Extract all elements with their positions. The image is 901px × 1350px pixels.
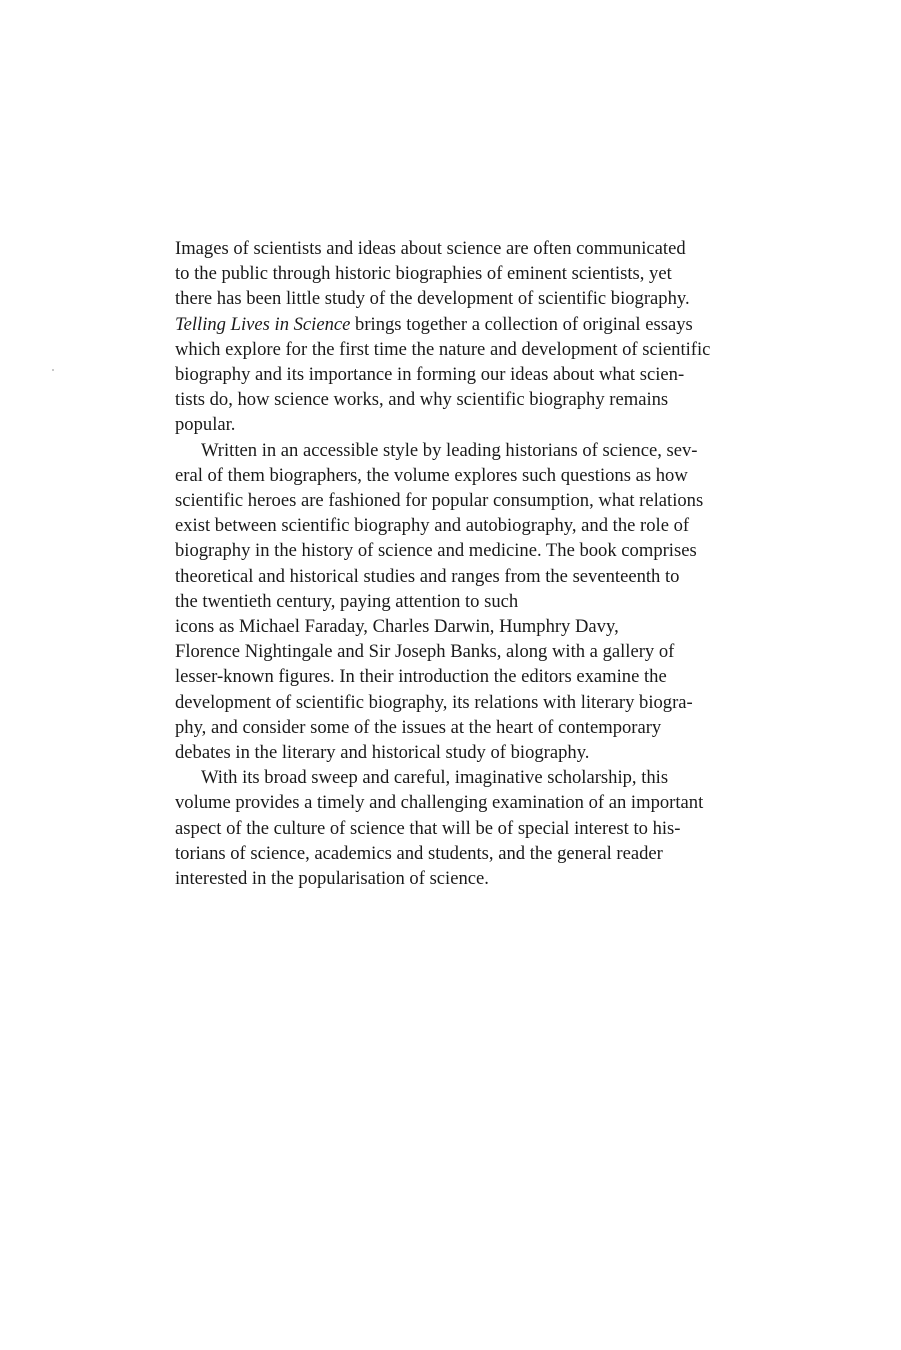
book-title: Telling Lives in Science (175, 313, 351, 335)
text-line: torians of science, academics and students, and the general reader (175, 842, 663, 864)
text-line: there has been little study of the development of scientific biography. (175, 288, 690, 310)
text-line: exist between scientific biography and autobiography, and the role of (175, 515, 690, 537)
text-line: biography and its importance in forming our ideas about what scien- (175, 364, 685, 386)
text-line: tists do, how science works, and why scientific biography remains (175, 389, 669, 411)
text-line: theoretical and historical studies and ranges from the seventeenth to (175, 565, 680, 587)
text-line: the twentieth century, paying attention to such (175, 590, 519, 612)
text-line: With its broad sweep and careful, imaginative scholarship, this (201, 767, 669, 789)
text-line: Written in an accessible style by leading historians of science, sev- (201, 439, 698, 461)
text-line: volume provides a timely and challenging examination of an important (175, 792, 704, 814)
text-line: interested in the popularisation of science. (175, 868, 489, 890)
text-line: lesser-known figures. In their introduction the editors examine the (175, 666, 667, 688)
margin-mark (52, 369, 54, 371)
text-line (175, 312, 755, 337)
blurb-paragraph-1 (175, 236, 755, 438)
text-line: development of scientific biography, its relations with literary biogra- (175, 691, 693, 713)
text-line: Images of scientists and ideas about science are often communicated (175, 238, 686, 259)
text-line: which explore for the first time the nature and development of scientific (175, 338, 711, 360)
text-line: icons as Michael Faraday, Charles Darwin, Humphry Davy, (175, 616, 619, 638)
text-line: to the public through historic biographies of eminent scientists, yet (175, 263, 672, 285)
text-line: popular. (175, 414, 236, 436)
text-line: eral of them biographers, the volume explores such questions as how (175, 464, 688, 486)
text-line: Florence Nightingale and Sir Joseph Banks, along with a gallery of (175, 641, 675, 663)
text-line: phy, and consider some of the issues at the heart of contemporary (175, 716, 662, 738)
text-line: aspect of the culture of science that will be of special interest to his- (175, 817, 681, 839)
text-line: biography in the history of science and medicine. The book comprises (175, 540, 697, 562)
text-line: scientific heroes are fashioned for popular consumption, what relations (175, 490, 704, 512)
blurb-paragraph-2 (175, 438, 755, 766)
text-line: debates in the literary and historical study of biography. (175, 742, 590, 764)
book-blurb (175, 236, 755, 891)
text-line-rest: brings together a collection of original essays (350, 313, 693, 335)
blurb-paragraph-3 (175, 765, 755, 891)
